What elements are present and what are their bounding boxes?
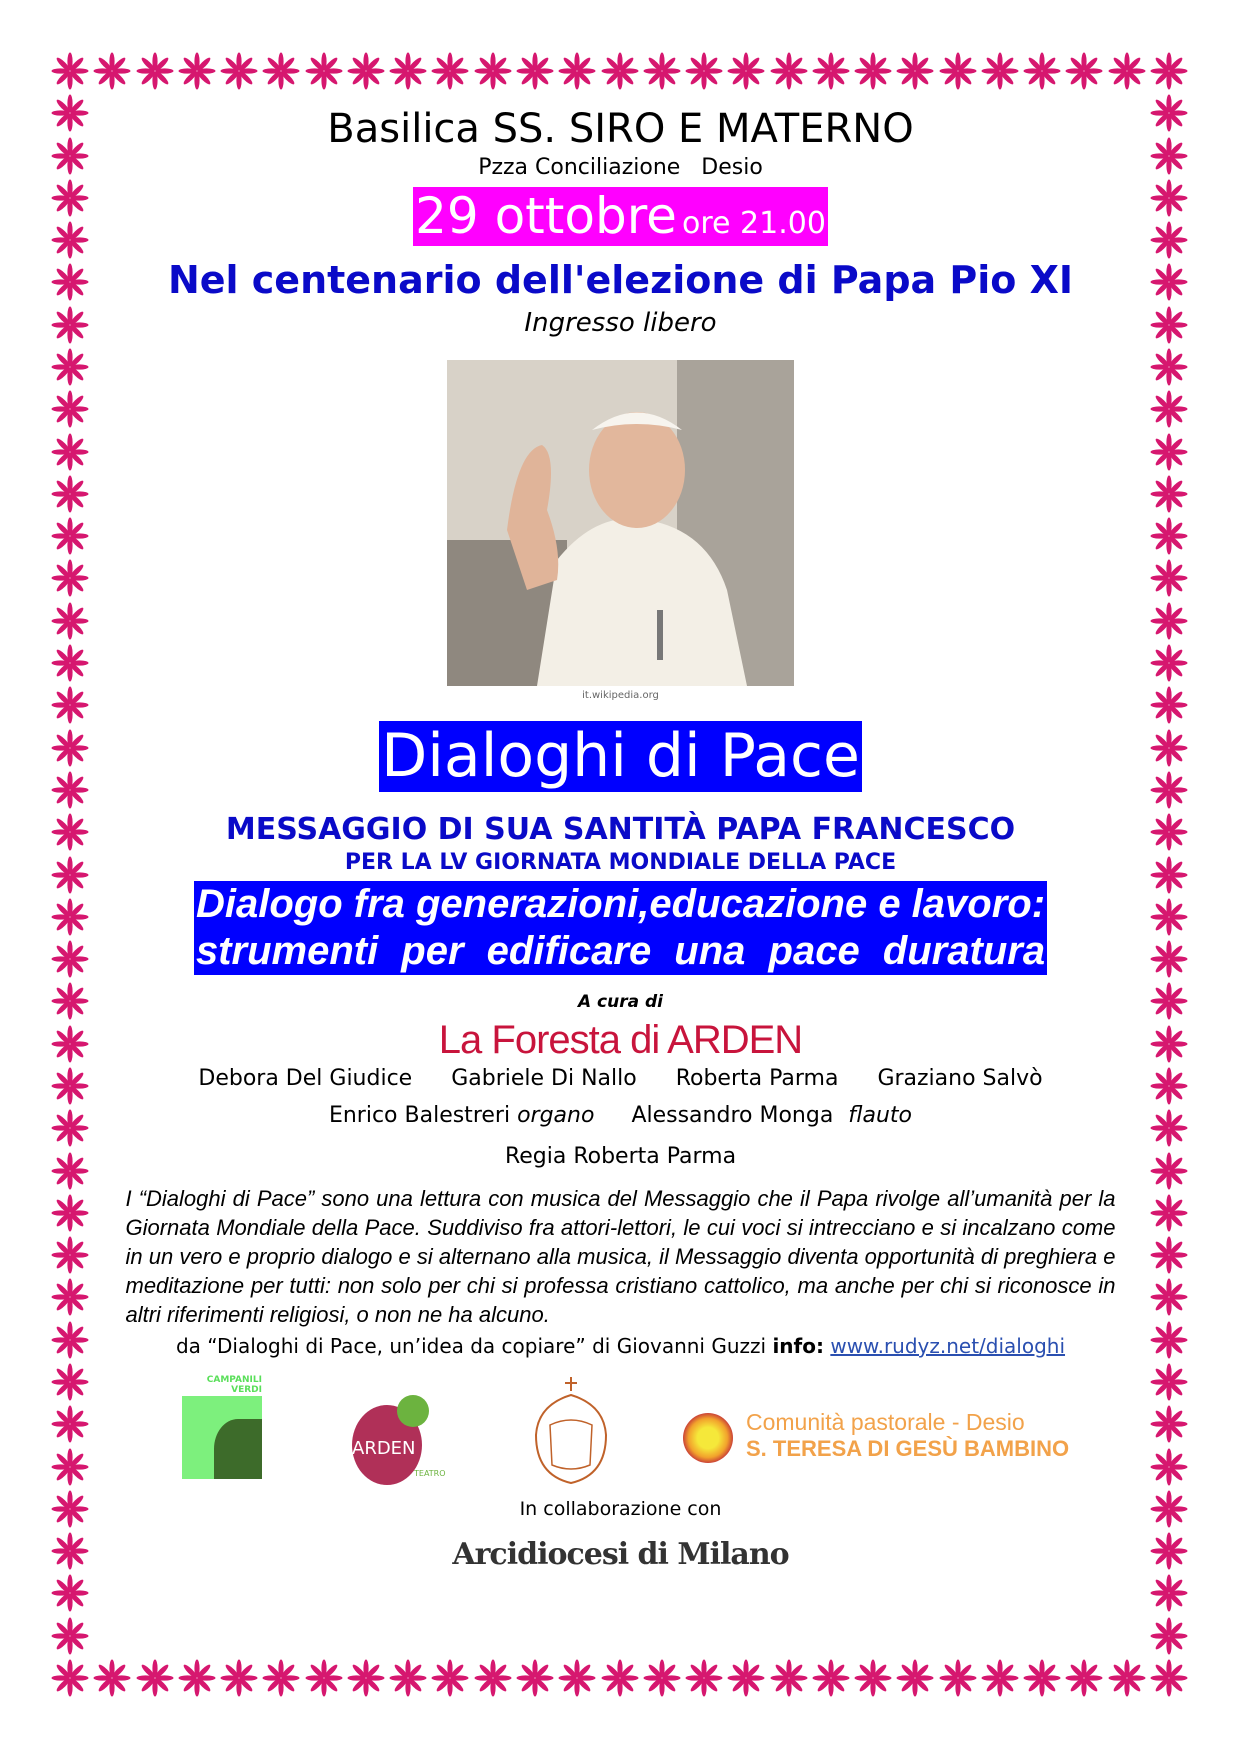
star-icon — [51, 348, 89, 386]
date-row — [0, 187, 1241, 246]
star-icon — [1150, 390, 1188, 428]
actors-list — [0, 1066, 1241, 1091]
star-icon — [51, 1659, 89, 1697]
star-icon — [136, 1659, 174, 1697]
theme-row — [0, 881, 1241, 975]
archdiocese-logo: Arcidiocesi di Milano — [452, 1537, 789, 1572]
star-icon — [51, 390, 89, 428]
event-date: 29 ottobre — [415, 187, 677, 245]
star-icon — [727, 52, 765, 90]
photo-caption: it.wikipedia.org — [582, 690, 659, 701]
star-icon — [347, 1659, 385, 1697]
star-icon — [981, 1659, 1019, 1697]
star-icon — [727, 1659, 765, 1697]
event-title: Dialoghi di Pace — [381, 721, 860, 791]
star-icon — [474, 52, 512, 90]
actor: Roberta Parma — [675, 1066, 839, 1091]
subtitle: Nel centenario dell'elezione di Papa Pio XI — [167, 258, 1074, 302]
star-icon — [389, 1659, 427, 1697]
star-icon — [1065, 1659, 1103, 1697]
star-icon — [93, 52, 131, 90]
info-label: info: — [772, 1334, 824, 1358]
star-icon — [347, 52, 385, 90]
star-icon — [220, 1659, 258, 1697]
direction: Regia Roberta Parma — [504, 1144, 737, 1169]
description: I “Dialoghi di Pace” sono una lettura con musica del Messaggio che il Papa rivolge all’umanità per la Giornata Mondiale della Pace. Suddiviso fra attori-lettori, le cui voci si intrecciano e si incalzano come in un vero e proprio dialogo e si alternano alla musica, il Messaggio diventa opportunità di preghiera e meditazione per tutti: non solo per chi si professa cristiano cattolico, ma anche per chi si riconosce in altri riferimenti religiosi, o non ne ha alcuno. — [125, 1186, 1116, 1327]
theme-box — [194, 881, 1047, 975]
star-icon — [1150, 602, 1188, 640]
star-icon — [51, 52, 89, 90]
source-text: da “Dialoghi di Pace, un’idea da copiare” di Giovanni Guzzi — [175, 1334, 767, 1358]
star-icon — [220, 52, 258, 90]
comunita-pastorale-logo: Comunità pastorale - Desio S. TERESA DI GESÙ BAMBINO — [746, 1409, 1070, 1461]
star-icon — [1150, 348, 1188, 386]
star-icon — [262, 52, 300, 90]
star-icon — [305, 1659, 343, 1697]
curated-by-label: A cura di — [577, 992, 664, 1012]
info-link[interactable]: www.rudyz.net/dialoghi — [830, 1334, 1066, 1358]
star-icon — [1150, 52, 1188, 90]
lower-section — [0, 1184, 1241, 1573]
star-icon — [51, 1574, 89, 1612]
star-icon — [685, 1659, 723, 1697]
star-icon — [601, 1659, 639, 1697]
musician: Alessandro Monga — [631, 1103, 834, 1128]
actor: Gabriele Di Nallo — [451, 1066, 637, 1091]
comunita-pastorale-icon — [683, 1413, 733, 1463]
star-icon — [1150, 644, 1188, 682]
star-icon — [1150, 559, 1188, 597]
diocese-crest-logo — [528, 1375, 614, 1485]
star-icon — [1108, 52, 1146, 90]
event-title-row — [0, 721, 1241, 792]
star-icon — [51, 644, 89, 682]
star-icon — [770, 1659, 808, 1697]
star-icon — [262, 1659, 300, 1697]
star-icon — [51, 1617, 89, 1655]
event-time: ore 21.00 — [682, 206, 826, 241]
company-name: La Foresta di ARDEN — [438, 1018, 803, 1062]
star-icon — [939, 1659, 977, 1697]
star-icon — [51, 475, 89, 513]
star-icon — [516, 1659, 554, 1697]
pope-photo — [447, 360, 794, 686]
star-icon — [389, 52, 427, 90]
star-icon — [770, 52, 808, 90]
star-icon — [1023, 1659, 1061, 1697]
address: Pzza Conciliazione Desio — [478, 155, 763, 180]
star-icon — [685, 52, 723, 90]
star-icon — [1023, 52, 1061, 90]
campanili-verdi-logo: CAMPANILI VERDI — [182, 1375, 262, 1479]
star-icon — [1150, 475, 1188, 513]
star-icon — [431, 52, 469, 90]
date-badge — [413, 187, 828, 246]
instrument: flauto — [848, 1103, 913, 1128]
star-icon — [1150, 1617, 1188, 1655]
logos-row — [0, 1375, 1241, 1487]
star-icon — [431, 1659, 469, 1697]
star-icon — [601, 52, 639, 90]
star-icon — [516, 52, 554, 90]
star-icon — [474, 1659, 512, 1697]
message-heading: MESSAGGIO DI SUA SANTITÀ PAPA FRANCESCO — [225, 812, 1016, 847]
star-icon — [1150, 433, 1188, 471]
star-icon — [854, 52, 892, 90]
entry-note: Ingresso libero — [524, 308, 717, 338]
star-icon — [981, 52, 1019, 90]
actor: Debora Del Giudice — [198, 1066, 413, 1091]
source-line — [176, 1333, 1065, 1359]
star-icon — [51, 602, 89, 640]
star-icon — [93, 1659, 131, 1697]
star-icon — [896, 1659, 934, 1697]
theme-line-1: Dialogo fra generazioni,educazione e lavoro: — [195, 882, 1046, 926]
star-icon — [305, 52, 343, 90]
star-icon — [643, 52, 681, 90]
instrument: organo — [517, 1103, 595, 1128]
occasion-heading: PER LA LV GIORNATA MONDIALE DELLA PACE — [344, 850, 897, 875]
star-icon — [1150, 517, 1188, 555]
arden-teatro-logo: ARDEN TEATRO — [352, 1395, 452, 1485]
star-icon — [1108, 1659, 1146, 1697]
star-icon — [136, 52, 174, 90]
star-icon — [812, 1659, 850, 1697]
star-icon — [558, 1659, 596, 1697]
star-icon — [643, 1659, 681, 1697]
star-icon — [558, 52, 596, 90]
star-icon — [51, 517, 89, 555]
theme-line-2: strumenti per edificare una pace duratura — [195, 929, 1046, 973]
musicians — [0, 1103, 1241, 1128]
collaboration-label: In collaborazione con — [519, 1498, 722, 1520]
star-icon — [896, 52, 934, 90]
actor: Graziano Salvò — [877, 1066, 1043, 1091]
star-icon — [1065, 52, 1103, 90]
star-icon — [178, 52, 216, 90]
star-icon — [854, 1659, 892, 1697]
church-title: Basilica SS. SIRO E MATERNO — [327, 106, 914, 152]
star-icon — [1150, 1574, 1188, 1612]
musician: Enrico Balestreri — [328, 1103, 511, 1128]
star-icon — [51, 433, 89, 471]
star-icon — [178, 1659, 216, 1697]
star-icon — [51, 559, 89, 597]
star-icon — [939, 52, 977, 90]
star-icon — [1150, 1659, 1188, 1697]
star-icon — [812, 52, 850, 90]
